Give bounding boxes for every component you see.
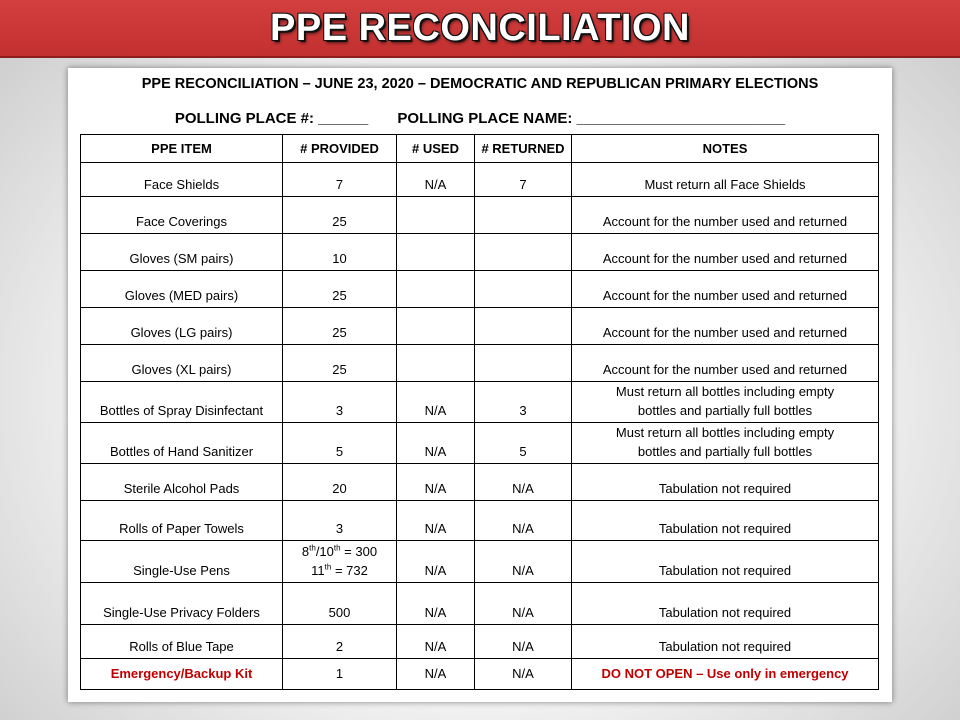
form-title: PPE RECONCILIATION – JUNE 23, 2020 – DEMOCRATIC AND REPUBLICAN PRIMARY ELECTIONS (141, 76, 819, 92)
table-row-emergency (81, 659, 879, 690)
table-row (81, 464, 879, 501)
cell-returned: N/A (475, 464, 572, 501)
table-row (81, 197, 879, 234)
cell-used[interactable] (397, 271, 475, 308)
cell-item: Bottles of Spray Disinfectant (81, 382, 283, 423)
table-header-row (81, 135, 879, 163)
cell-used: N/A (397, 464, 475, 501)
cell-provided: 3 (283, 501, 397, 541)
cell-item: Rolls of Paper Towels (81, 501, 283, 541)
cell-used[interactable] (397, 308, 475, 345)
cell-item: Face Shields (81, 163, 283, 197)
cell-notes: DO NOT OPEN – Use only in emergency (572, 659, 879, 690)
table-row (81, 501, 879, 541)
header-returned: # RETURNED (475, 135, 572, 163)
cell-used: N/A (397, 583, 475, 625)
cell-returned[interactable] (475, 271, 572, 308)
cell-item: Gloves (LG pairs) (81, 308, 283, 345)
cell-returned[interactable] (475, 345, 572, 382)
cell-notes: Tabulation not required (572, 625, 879, 659)
cell-used: N/A (397, 163, 475, 197)
cell-item: Gloves (SM pairs) (81, 234, 283, 271)
cell-provided (283, 541, 397, 583)
cell-item: Bottles of Hand Sanitizer (81, 423, 283, 464)
cell-returned[interactable] (475, 197, 572, 234)
cell-provided: 7 (283, 163, 397, 197)
cell-notes: Account for the number used and returned (572, 197, 879, 234)
cell-provided: 25 (283, 271, 397, 308)
cell-returned[interactable] (475, 234, 572, 271)
cell-provided: 25 (283, 308, 397, 345)
table-row (81, 541, 879, 583)
cell-returned: N/A (475, 541, 572, 583)
header-notes: NOTES (572, 135, 879, 163)
polling-place-line (68, 110, 892, 127)
pens-line-8th-10th: 8th/10th = 300 (301, 543, 378, 559)
cell-item: Rolls of Blue Tape (81, 625, 283, 659)
table-row (81, 382, 879, 423)
reconciliation-form (68, 68, 892, 702)
cell-notes: Tabulation not required (572, 583, 879, 625)
table-row (81, 234, 879, 271)
cell-notes: Account for the number used and returned (572, 271, 879, 308)
table-row (81, 345, 879, 382)
notes-line: bottles and partially full bottles (637, 444, 813, 459)
cell-returned: N/A (475, 583, 572, 625)
cell-provided: 5 (283, 423, 397, 464)
banner-title: PPE RECONCILIATION (270, 6, 690, 49)
cell-returned: 5 (475, 423, 572, 464)
cell-used[interactable] (397, 345, 475, 382)
cell-used[interactable] (397, 197, 475, 234)
cell-notes: Must return all Face Shields (572, 163, 879, 197)
cell-used: N/A (397, 501, 475, 541)
cell-item: Gloves (MED pairs) (81, 271, 283, 308)
cell-returned: N/A (475, 501, 572, 541)
cell-notes: Account for the number used and returned (572, 345, 879, 382)
cell-used: N/A (397, 625, 475, 659)
cell-notes: Account for the number used and returned (572, 308, 879, 345)
cell-notes: Account for the number used and returned (572, 234, 879, 271)
cell-provided: 10 (283, 234, 397, 271)
notes-line: bottles and partially full bottles (637, 403, 813, 418)
cell-provided: 25 (283, 197, 397, 234)
table-row (81, 271, 879, 308)
table-row (81, 163, 879, 197)
table-row (81, 423, 879, 464)
cell-item: Sterile Alcohol Pads (81, 464, 283, 501)
cell-returned: 7 (475, 163, 572, 197)
notes-line: Must return all bottles including empty (615, 425, 835, 440)
cell-used: N/A (397, 659, 475, 690)
cell-item: Gloves (XL pairs) (81, 345, 283, 382)
cell-returned: N/A (475, 659, 572, 690)
cell-item: Single-Use Privacy Folders (81, 583, 283, 625)
cell-used: N/A (397, 541, 475, 583)
ppe-table (80, 134, 879, 690)
cell-item: Emergency/Backup Kit (81, 659, 283, 690)
cell-provided: 3 (283, 382, 397, 423)
cell-notes: Tabulation not required (572, 541, 879, 583)
cell-notes: Tabulation not required (572, 501, 879, 541)
cell-used: N/A (397, 423, 475, 464)
cell-item: Face Coverings (81, 197, 283, 234)
cell-provided: 25 (283, 345, 397, 382)
cell-notes (572, 382, 879, 423)
cell-provided: 20 (283, 464, 397, 501)
cell-returned[interactable] (475, 308, 572, 345)
cell-notes: Tabulation not required (572, 464, 879, 501)
table-row (81, 308, 879, 345)
cell-provided: 2 (283, 625, 397, 659)
cell-provided: 1 (283, 659, 397, 690)
header-provided: # PROVIDED (283, 135, 397, 163)
polling-place-name-label: POLLING PLACE NAME: _________________________ (397, 110, 786, 127)
header-used: # USED (397, 135, 475, 163)
cell-used[interactable] (397, 234, 475, 271)
notes-line: Must return all bottles including empty (615, 384, 835, 399)
table-row (81, 583, 879, 625)
header-ppe-item: PPE ITEM (81, 135, 283, 163)
cell-notes (572, 423, 879, 464)
table-row (81, 625, 879, 659)
cell-returned: 3 (475, 382, 572, 423)
polling-place-number-label: POLLING PLACE #: ______ (174, 110, 369, 127)
pens-line-11th: 11th = 732 (311, 562, 368, 578)
cell-used: N/A (397, 382, 475, 423)
cell-provided: 500 (283, 583, 397, 625)
cell-item: Single-Use Pens (81, 541, 283, 583)
cell-returned: N/A (475, 625, 572, 659)
title-banner (0, 0, 960, 58)
